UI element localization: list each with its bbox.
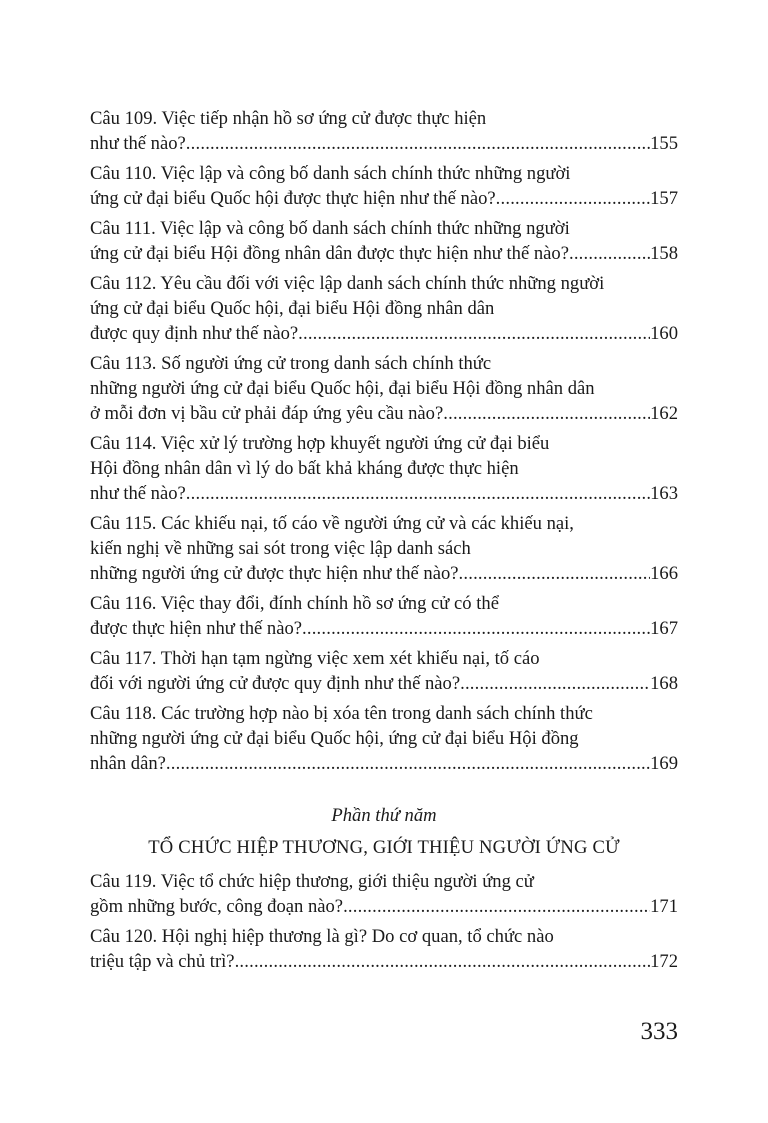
toc-entry-text: được quy định như thế nào?: [90, 323, 299, 344]
toc-entry: [90, 351, 678, 426]
toc-entry: [90, 511, 678, 586]
toc-list-part-5: [90, 869, 678, 974]
toc-entry-text: ứng cử đại biểu Quốc hội được thực hiện như thế nào?: [90, 188, 496, 209]
toc-entry-line: Câu 118. Các trường hợp nào bị xóa tên trong danh sách chính thức: [90, 703, 593, 724]
part-heading: Phần thứ năm: [331, 805, 437, 826]
toc-entry-last-line: [90, 949, 678, 974]
toc-entry-page: 163: [650, 483, 678, 504]
table-of-contents: [90, 106, 678, 979]
toc-entry-line: Câu 113. Số người ứng cử trong danh sách chính thức: [90, 353, 492, 374]
dot-leader: [302, 616, 650, 641]
toc-entry-last-line: [90, 671, 678, 696]
toc-entry-last-line: [90, 241, 678, 266]
toc-entry-line: Câu 120. Hội nghị hiệp thương là gì? Do cơ quan, tổ chức nào: [90, 926, 554, 947]
toc-entry-line: những người ứng cử đại biểu Quốc hội, đại biểu Hội đồng nhân dân: [90, 378, 595, 399]
toc-entry-line: ứng cử đại biểu Quốc hội, đại biểu Hội đồng nhân dân: [90, 298, 495, 319]
toc-entry-line: Câu 116. Việc thay đổi, đính chính hồ sơ ứng cử có thể: [90, 593, 499, 614]
toc-entry-page: 158: [650, 243, 678, 264]
toc-entry: [90, 106, 678, 156]
toc-entry-last-line: [90, 131, 678, 156]
toc-entry-text: đối với người ứng cử được quy định như thế nào?: [90, 673, 461, 694]
toc-entry-line: Câu 117. Thời hạn tạm ngừng việc xem xét khiếu nại, tố cáo: [90, 648, 540, 669]
dot-leader: [166, 751, 650, 776]
toc-entry-line: Câu 114. Việc xử lý trường hợp khuyết người ứng cử đại biểu: [90, 433, 550, 454]
dot-leader: [459, 561, 651, 586]
toc-entry-page: 169: [650, 753, 678, 774]
part-title: TỔ CHỨC HIỆP THƯƠNG, GIỚI THIỆU NGƯỜI ỨNG CỬ: [148, 837, 620, 858]
toc-entry: [90, 646, 678, 696]
toc-entry-page: 162: [650, 403, 678, 424]
toc-entry-line: kiến nghị về những sai sót trong việc lập danh sách: [90, 538, 471, 559]
toc-entry-line: những người ứng cử đại biểu Quốc hội, ứng cử đại biểu Hội đồng: [90, 728, 579, 749]
toc-entry-text: được thực hiện như thế nào?: [90, 618, 302, 639]
toc-entry: [90, 701, 678, 776]
dot-leader: [569, 241, 650, 266]
dot-leader: [443, 401, 650, 426]
toc-entry: [90, 161, 678, 211]
toc-entry-line: Hội đồng nhân dân vì lý do bất khả kháng được thực hiện: [90, 458, 519, 479]
toc-entry-page: 160: [650, 323, 678, 344]
dot-leader: [235, 949, 651, 974]
toc-entry-last-line: [90, 561, 678, 586]
toc-entry-page: 172: [650, 951, 678, 972]
toc-entry-page: 171: [650, 896, 678, 917]
dot-leader: [186, 481, 650, 506]
dot-leader: [186, 131, 650, 156]
dot-leader: [343, 894, 650, 919]
dot-leader: [298, 321, 650, 346]
toc-entry-text: triệu tập và chủ trì?: [90, 951, 235, 972]
toc-entry-line: Câu 111. Việc lập và công bố danh sách chính thức những người: [90, 218, 570, 239]
toc-entry-page: 168: [650, 673, 678, 694]
toc-entry: [90, 591, 678, 641]
toc-entry: [90, 869, 678, 919]
toc-entry-page: 157: [650, 188, 678, 209]
toc-entry-text: như thế nào?: [90, 483, 186, 504]
toc-entry-page: 155: [650, 133, 678, 154]
toc-entry-last-line: [90, 401, 678, 426]
toc-entry-last-line: [90, 616, 678, 641]
toc-entry-last-line: [90, 321, 678, 346]
toc-entry-page: 166: [650, 563, 678, 584]
toc-entry-last-line: [90, 481, 678, 506]
toc-entry-text: như thế nào?: [90, 133, 186, 154]
toc-entry-last-line: [90, 186, 678, 211]
toc-entry: [90, 271, 678, 346]
toc-entry-page: 167: [650, 618, 678, 639]
toc-entry-line: Câu 109. Việc tiếp nhận hồ sơ ứng cử được thực hiện: [90, 108, 487, 129]
page-number: 333: [640, 1018, 678, 1045]
toc-list-part-4: [90, 106, 678, 776]
toc-entry-text: gồm những bước, công đoạn nào?: [90, 896, 344, 917]
toc-entry: [90, 431, 678, 506]
toc-entry-line: Câu 112. Yêu cầu đối với việc lập danh sách chính thức những người: [90, 273, 605, 294]
dot-leader: [460, 671, 650, 696]
toc-entry-text: ứng cử đại biểu Hội đồng nhân dân được thực hiện như thế nào?: [90, 243, 569, 264]
dot-leader: [496, 186, 650, 211]
toc-entry-last-line: [90, 894, 678, 919]
toc-entry-text: nhân dân?: [90, 753, 166, 774]
toc-entry: [90, 924, 678, 974]
toc-entry-line: Câu 110. Việc lập và công bố danh sách chính thức những người: [90, 163, 571, 184]
toc-entry-text: những người ứng cử được thực hiện như thế nào?: [90, 563, 459, 584]
toc-entry-text: ở mỗi đơn vị bầu cử phải đáp ứng yêu cầu nào?: [90, 403, 444, 424]
toc-entry-line: Câu 119. Việc tổ chức hiệp thương, giới thiệu người ứng cử: [90, 871, 534, 892]
toc-entry-last-line: [90, 751, 678, 776]
toc-entry-line: Câu 115. Các khiếu nại, tố cáo về người ứng cử và các khiếu nại,: [90, 513, 574, 534]
toc-entry: [90, 216, 678, 266]
